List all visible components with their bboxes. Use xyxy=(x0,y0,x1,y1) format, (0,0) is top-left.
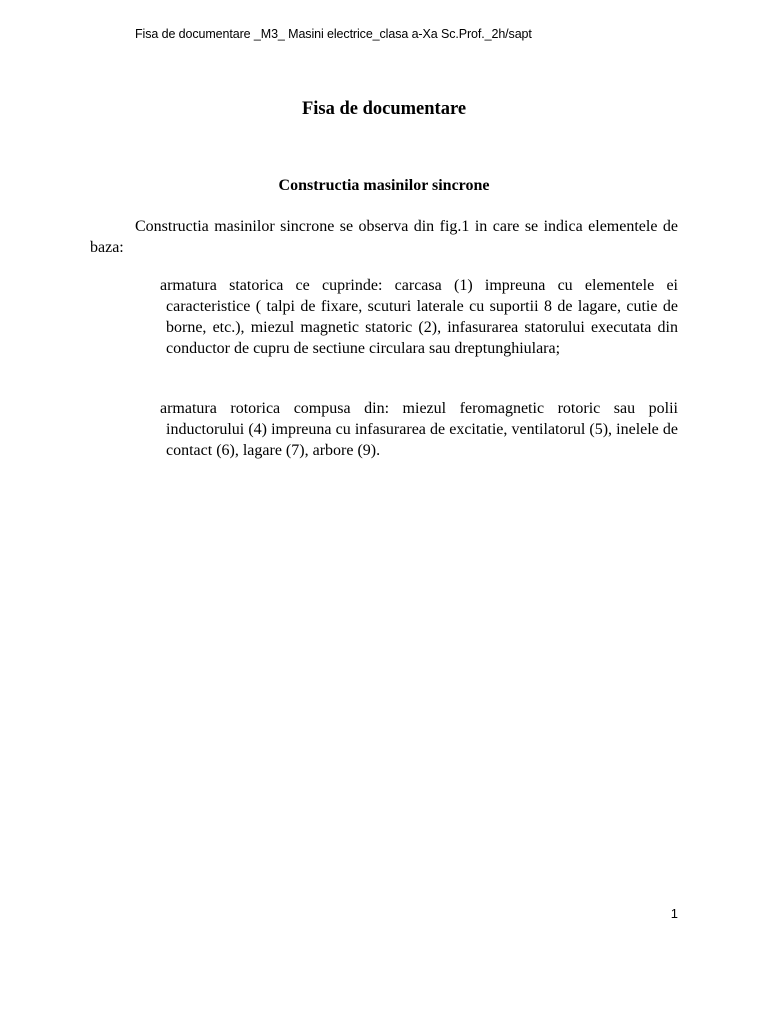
list-item-text: armatura statorica ce cuprinde: carcasa (1) impreuna cu elementele ei caracteristice ( talpi de fixare, scuturi laterale cu suportii 8 de lagare, cutie de borne, etc.), miezul magnetic statoric (2), infasurarea statorului executata din conductor de cupru de sectiune circulara sau dreptunghiulara; xyxy=(160,277,678,357)
list-item-rotor xyxy=(160,398,678,461)
section-title: Constructia masinilor sincrone xyxy=(278,177,490,194)
running-header: Fisa de documentare _M3_ Masini electrice_clasa a-Xa Sc.Prof._2h/sapt xyxy=(135,27,532,41)
intro-paragraph: Constructia masinilor sincrone se observa din fig.1 in care se indica elementele de baza: xyxy=(90,218,678,256)
list-item-text: armatura rotorica compusa din: miezul feromagnetic rotoric sau polii inductorului (4) impreuna cu infasurarea de excitatie, ventilatorul (5), inelele de contact (6), lagare (7), arbore (9). xyxy=(160,400,678,459)
list-item-stator xyxy=(160,275,678,359)
document-title: Fisa de documentare xyxy=(301,99,467,119)
page-number: 1 xyxy=(670,906,678,921)
